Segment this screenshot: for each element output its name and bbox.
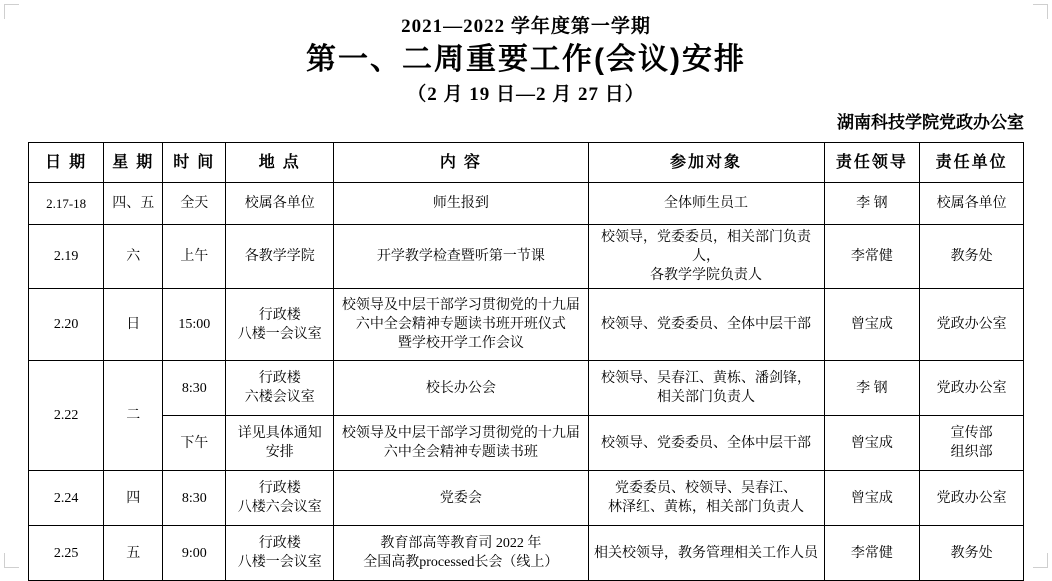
schedule-table-body bbox=[29, 183, 1024, 581]
cell-date: 2.25 bbox=[29, 526, 104, 581]
table-row bbox=[29, 361, 1024, 416]
cell-date: 2.17-18 bbox=[29, 183, 104, 225]
document-header bbox=[0, 0, 1052, 110]
table-row bbox=[29, 289, 1024, 361]
corner-mark-top-left bbox=[4, 4, 19, 19]
cell-leader: 李常健 bbox=[824, 526, 920, 581]
table-row bbox=[29, 416, 1024, 471]
cell-place: 行政楼 六楼会议室 bbox=[226, 361, 334, 416]
cell-place: 行政楼 八楼一会议室 bbox=[226, 289, 334, 361]
cell-place: 行政楼 八楼一会议室 bbox=[226, 526, 334, 581]
cell-unit: 校属各单位 bbox=[920, 183, 1024, 225]
cell-week: 四 bbox=[104, 471, 163, 526]
cell-week: 五 bbox=[104, 526, 163, 581]
date-range-line: （2 月 19 日—2 月 27 日） bbox=[407, 84, 645, 105]
corner-mark-bottom-left bbox=[4, 553, 19, 568]
cell-date: 2.20 bbox=[29, 289, 104, 361]
schedule-table bbox=[28, 142, 1024, 581]
column-header-leader: 责任领导 bbox=[824, 143, 920, 183]
column-header-target: 参加对象 bbox=[588, 143, 824, 183]
cell-time: 15:00 bbox=[163, 289, 226, 361]
cell-content: 校领导及中层干部学习贯彻党的十九届 六中全会精神专题读书班 bbox=[334, 416, 588, 471]
cell-time: 8:30 bbox=[163, 471, 226, 526]
column-header-time: 时 间 bbox=[163, 143, 226, 183]
cell-week: 二 bbox=[104, 361, 163, 471]
cell-leader: 李 钢 bbox=[824, 361, 920, 416]
column-header-date: 日 期 bbox=[29, 143, 104, 183]
cell-unit: 教务处 bbox=[920, 526, 1024, 581]
cell-leader: 曾宝成 bbox=[824, 416, 920, 471]
column-header-week: 星 期 bbox=[104, 143, 163, 183]
cell-date: 2.19 bbox=[29, 225, 104, 289]
cell-week: 日 bbox=[104, 289, 163, 361]
cell-target: 校领导，党委委员，相关部门负责人， 各教学学院负责人 bbox=[588, 225, 824, 289]
schedule-table-wrap bbox=[0, 134, 1052, 581]
cell-date: 2.24 bbox=[29, 471, 104, 526]
cell-place: 校属各单位 bbox=[226, 183, 334, 225]
page-title: 第一、二周重要工作(会议)安排 bbox=[306, 43, 746, 76]
table-row bbox=[29, 471, 1024, 526]
cell-week: 四、五 bbox=[104, 183, 163, 225]
corner-mark-bottom-right bbox=[1033, 553, 1048, 568]
cell-target: 校领导、党委委员、全体中层干部 bbox=[588, 289, 824, 361]
cell-target: 党委委员、校领导、吴春江、 林泽红、黄栋，相关部门负责人 bbox=[588, 471, 824, 526]
cell-time: 9:00 bbox=[163, 526, 226, 581]
cell-unit: 党政办公室 bbox=[920, 361, 1024, 416]
cell-unit: 宣传部 组织部 bbox=[920, 416, 1024, 471]
cell-target: 全体师生员工 bbox=[588, 183, 824, 225]
column-header-place: 地 点 bbox=[226, 143, 334, 183]
cell-leader: 李常健 bbox=[824, 225, 920, 289]
cell-leader: 曾宝成 bbox=[824, 471, 920, 526]
cell-content: 校领导及中层干部学习贯彻党的十九届 六中全会精神专题读书班开班仪式 暨学校开学工作会议 bbox=[334, 289, 588, 361]
cell-unit: 教务处 bbox=[920, 225, 1024, 289]
table-row bbox=[29, 183, 1024, 225]
table-row bbox=[29, 225, 1024, 289]
cell-week: 六 bbox=[104, 225, 163, 289]
cell-time: 上午 bbox=[163, 225, 226, 289]
cell-content: 师生报到 bbox=[334, 183, 588, 225]
cell-place: 行政楼 八楼六会议室 bbox=[226, 471, 334, 526]
cell-leader: 李 钢 bbox=[824, 183, 920, 225]
cell-content: 开学教学检查暨听第一节课 bbox=[334, 225, 588, 289]
cell-place: 各教学学院 bbox=[226, 225, 334, 289]
corner-mark-top-right bbox=[1033, 4, 1048, 19]
cell-target: 校领导、吴春江、黄栋、潘剑锋， 相关部门负责人 bbox=[588, 361, 824, 416]
cell-unit: 党政办公室 bbox=[920, 289, 1024, 361]
cell-time: 全天 bbox=[163, 183, 226, 225]
table-header-row bbox=[29, 143, 1024, 183]
cell-time: 下午 bbox=[163, 416, 226, 471]
cell-content: 教育部高等教育司 2022 年 全国高教processed长会（线上） bbox=[334, 526, 588, 581]
cell-time: 8:30 bbox=[163, 361, 226, 416]
table-row bbox=[29, 526, 1024, 581]
cell-place: 详见具体通知 安排 bbox=[226, 416, 334, 471]
cell-unit: 党政办公室 bbox=[920, 471, 1024, 526]
cell-target: 校领导、党委委员、全体中层干部 bbox=[588, 416, 824, 471]
column-header-content: 内 容 bbox=[334, 143, 588, 183]
cell-target: 相关校领导，教务管理相关工作人员 bbox=[588, 526, 824, 581]
cell-date: 2.22 bbox=[29, 361, 104, 471]
cell-leader: 曾宝成 bbox=[824, 289, 920, 361]
issuing-office: 湖南科技学院党政办公室 bbox=[837, 113, 1024, 132]
semester-line: 2021—2022 学年度第一学期 bbox=[401, 16, 651, 37]
cell-content: 校长办公会 bbox=[334, 361, 588, 416]
column-header-unit: 责任单位 bbox=[920, 143, 1024, 183]
cell-content: 党委会 bbox=[334, 471, 588, 526]
